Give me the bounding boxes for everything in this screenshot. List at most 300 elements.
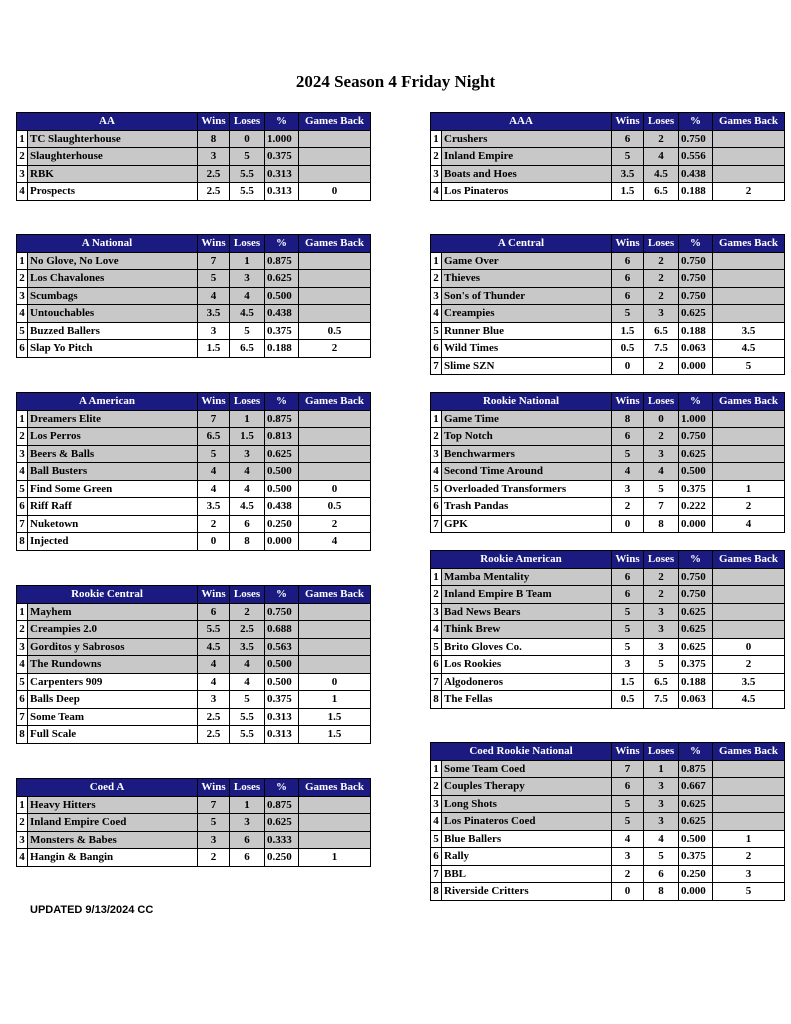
- loses-cell: 5: [644, 480, 679, 498]
- team-name: Nuketown: [28, 515, 198, 533]
- team-name: Top Notch: [442, 428, 612, 446]
- games-back-cell: 3: [713, 865, 785, 883]
- team-row: [431, 603, 785, 621]
- team-row: [17, 708, 371, 726]
- pct-cell: 0.500: [679, 463, 713, 481]
- pct-cell: 0.500: [265, 480, 299, 498]
- games-back-cell: [299, 603, 371, 621]
- team-row: [431, 270, 785, 288]
- wins-cell: 4: [612, 830, 644, 848]
- pct-cell: 0.625: [679, 305, 713, 323]
- team-name: Inland Empire Coed: [28, 814, 198, 832]
- pct-cell: 0.313: [265, 708, 299, 726]
- team-row: [17, 656, 371, 674]
- pct-cell: 0.188: [679, 183, 713, 201]
- team-name: Benchwarmers: [442, 445, 612, 463]
- division-name: AAA: [431, 113, 612, 131]
- loses-cell: 6.5: [644, 673, 679, 691]
- wins-cell: 4: [198, 287, 230, 305]
- pct-cell: 0.222: [679, 498, 713, 516]
- team-row: [431, 130, 785, 148]
- pct-cell: 0.625: [679, 621, 713, 639]
- division-name: Coed A: [17, 779, 198, 797]
- wins-cell: 2.5: [198, 726, 230, 744]
- loses-cell: 1: [230, 796, 265, 814]
- loses-cell: 3: [644, 621, 679, 639]
- wins-cell: 0.5: [612, 691, 644, 709]
- games-back-cell: [299, 305, 371, 323]
- wins-header: Wins: [612, 113, 644, 131]
- rank-cell: 4: [17, 305, 28, 323]
- team-row: [431, 656, 785, 674]
- team-name: Overloaded Transformers: [442, 480, 612, 498]
- pct-cell: 0.375: [679, 656, 713, 674]
- loses-cell: 3: [644, 778, 679, 796]
- games-back-cell: [299, 270, 371, 288]
- wins-cell: 0: [612, 357, 644, 375]
- games-back-header: Games Back: [299, 779, 371, 797]
- rank-cell: 3: [17, 287, 28, 305]
- team-row: [17, 445, 371, 463]
- wins-cell: 7: [198, 796, 230, 814]
- team-name: Hangin & Bangin: [28, 849, 198, 867]
- wins-cell: 0: [612, 515, 644, 533]
- rank-cell: 8: [17, 533, 28, 551]
- team-row: [17, 165, 371, 183]
- pct-cell: 0.063: [679, 691, 713, 709]
- pct-cell: 0.500: [265, 656, 299, 674]
- standings-aa: [16, 112, 371, 201]
- rank-cell: 6: [431, 498, 442, 516]
- wins-cell: 2.5: [198, 708, 230, 726]
- pct-cell: 0.875: [679, 760, 713, 778]
- loses-header: Loses: [230, 779, 265, 797]
- team-name: Some Team Coed: [442, 760, 612, 778]
- rank-cell: 1: [17, 603, 28, 621]
- rank-cell: 7: [431, 357, 442, 375]
- team-name: Carpenters 909: [28, 673, 198, 691]
- updated-note: UPDATED 9/13/2024 CC: [30, 904, 154, 916]
- wins-cell: 1.5: [612, 183, 644, 201]
- team-name: Prospects: [28, 183, 198, 201]
- rank-cell: 8: [431, 883, 442, 901]
- pct-cell: 0.556: [679, 148, 713, 166]
- team-name: Boats and Hoes: [442, 165, 612, 183]
- team-name: Los Pinateros: [442, 183, 612, 201]
- wins-cell: 6: [612, 778, 644, 796]
- pct-cell: 0.438: [265, 498, 299, 516]
- rank-cell: 8: [17, 726, 28, 744]
- wins-cell: 6: [612, 428, 644, 446]
- pct-cell: 0.750: [679, 428, 713, 446]
- rank-cell: 2: [431, 586, 442, 604]
- loses-cell: 0: [644, 410, 679, 428]
- team-name: Bad News Bears: [442, 603, 612, 621]
- loses-header: Loses: [644, 393, 679, 411]
- wins-cell: 7: [198, 410, 230, 428]
- loses-cell: 3: [644, 305, 679, 323]
- rank-cell: 5: [431, 322, 442, 340]
- wins-cell: 5: [198, 445, 230, 463]
- games-back-cell: 4: [299, 533, 371, 551]
- pct-cell: 0.000: [265, 533, 299, 551]
- rank-cell: 1: [17, 130, 28, 148]
- loses-cell: 3: [644, 638, 679, 656]
- rank-cell: 1: [17, 796, 28, 814]
- team-name: TC Slaughterhouse: [28, 130, 198, 148]
- wins-cell: 6: [612, 130, 644, 148]
- team-row: [431, 322, 785, 340]
- games-back-cell: 2: [713, 656, 785, 674]
- division-name: AA: [17, 113, 198, 131]
- rank-cell: 2: [17, 814, 28, 832]
- pct-cell: 0.188: [679, 322, 713, 340]
- games-back-cell: 2: [713, 183, 785, 201]
- team-name: Heavy Hitters: [28, 796, 198, 814]
- wins-cell: 3: [198, 322, 230, 340]
- team-name: Some Team: [28, 708, 198, 726]
- team-name: Injected: [28, 533, 198, 551]
- loses-cell: 1: [230, 410, 265, 428]
- loses-header: Loses: [644, 113, 679, 131]
- pct-cell: 1.000: [265, 130, 299, 148]
- team-row: [431, 568, 785, 586]
- pct-cell: 0.188: [679, 673, 713, 691]
- games-back-cell: [713, 445, 785, 463]
- loses-cell: 5: [230, 148, 265, 166]
- games-back-cell: [299, 463, 371, 481]
- rank-cell: 6: [431, 656, 442, 674]
- pct-cell: 0.563: [265, 638, 299, 656]
- loses-cell: 4: [644, 148, 679, 166]
- wins-cell: 3: [198, 831, 230, 849]
- rank-cell: 6: [17, 340, 28, 358]
- pct-cell: 0.250: [265, 849, 299, 867]
- loses-cell: 1.5: [230, 428, 265, 446]
- team-row: [431, 848, 785, 866]
- wins-cell: 6: [612, 270, 644, 288]
- games-back-cell: 0: [299, 183, 371, 201]
- games-back-cell: [713, 603, 785, 621]
- team-row: [17, 480, 371, 498]
- team-row: [17, 814, 371, 832]
- games-back-cell: 3.5: [713, 322, 785, 340]
- pct-cell: 0.313: [265, 183, 299, 201]
- rank-cell: 3: [431, 603, 442, 621]
- division-name: A Central: [431, 235, 612, 253]
- division-header-row: [17, 586, 371, 604]
- games-back-cell: [299, 621, 371, 639]
- team-row: [17, 148, 371, 166]
- games-back-cell: [299, 796, 371, 814]
- team-name: Runner Blue: [442, 322, 612, 340]
- rank-cell: 7: [431, 673, 442, 691]
- team-row: [431, 357, 785, 375]
- wins-cell: 7: [198, 252, 230, 270]
- rank-cell: 4: [431, 621, 442, 639]
- team-row: [431, 691, 785, 709]
- pct-cell: 0.500: [265, 673, 299, 691]
- wins-cell: 3: [198, 148, 230, 166]
- pct-cell: 0.375: [679, 480, 713, 498]
- team-row: [431, 760, 785, 778]
- games-back-cell: [299, 656, 371, 674]
- loses-cell: 6.5: [230, 340, 265, 358]
- loses-header: Loses: [230, 235, 265, 253]
- loses-cell: 1: [230, 252, 265, 270]
- division-header-row: [431, 551, 785, 569]
- division-header-row: [431, 113, 785, 131]
- games-back-cell: 0.5: [299, 498, 371, 516]
- rank-cell: 6: [431, 848, 442, 866]
- rank-cell: 8: [431, 691, 442, 709]
- wins-cell: 4.5: [198, 638, 230, 656]
- rank-cell: 4: [17, 849, 28, 867]
- pct-cell: 0.750: [265, 603, 299, 621]
- team-row: [17, 428, 371, 446]
- wins-cell: 4: [198, 480, 230, 498]
- loses-cell: 6.5: [644, 183, 679, 201]
- wins-cell: 5: [198, 270, 230, 288]
- pct-cell: 0.667: [679, 778, 713, 796]
- team-name: Dreamers Elite: [28, 410, 198, 428]
- rank-cell: 4: [431, 305, 442, 323]
- pct-header: %: [679, 113, 713, 131]
- games-back-cell: 1: [713, 480, 785, 498]
- wins-cell: 3.5: [198, 498, 230, 516]
- games-back-cell: [713, 165, 785, 183]
- games-back-cell: 1: [299, 849, 371, 867]
- team-name: Monsters & Babes: [28, 831, 198, 849]
- wins-cell: 5.5: [198, 621, 230, 639]
- pct-cell: 0.625: [679, 603, 713, 621]
- loses-header: Loses: [230, 393, 265, 411]
- games-back-cell: [299, 148, 371, 166]
- pct-cell: 0.188: [265, 340, 299, 358]
- wins-cell: 2: [198, 515, 230, 533]
- wins-cell: 2.5: [198, 165, 230, 183]
- games-back-cell: [299, 638, 371, 656]
- team-name: Beers & Balls: [28, 445, 198, 463]
- pct-cell: 0.625: [265, 814, 299, 832]
- pct-cell: 0.375: [679, 848, 713, 866]
- rank-cell: 5: [17, 322, 28, 340]
- pct-cell: 0.625: [679, 445, 713, 463]
- games-back-cell: 2: [299, 340, 371, 358]
- team-row: [17, 603, 371, 621]
- team-name: Mayhem: [28, 603, 198, 621]
- team-row: [17, 270, 371, 288]
- rank-cell: 3: [431, 287, 442, 305]
- team-row: [431, 638, 785, 656]
- team-row: [431, 148, 785, 166]
- pct-cell: 0.750: [679, 270, 713, 288]
- team-row: [17, 287, 371, 305]
- games-back-cell: [299, 165, 371, 183]
- loses-cell: 8: [230, 533, 265, 551]
- pct-cell: 0.000: [679, 357, 713, 375]
- loses-cell: 7.5: [644, 691, 679, 709]
- games-back-cell: [713, 428, 785, 446]
- loses-header: Loses: [230, 586, 265, 604]
- wins-cell: 6: [612, 252, 644, 270]
- games-back-header: Games Back: [299, 235, 371, 253]
- games-back-header: Games Back: [713, 393, 785, 411]
- team-row: [17, 831, 371, 849]
- team-row: [431, 586, 785, 604]
- team-name: Los Pinateros Coed: [442, 813, 612, 831]
- division-name: Rookie Central: [17, 586, 198, 604]
- loses-cell: 6: [644, 865, 679, 883]
- team-name: RBK: [28, 165, 198, 183]
- wins-cell: 6: [612, 586, 644, 604]
- loses-cell: 5.5: [230, 708, 265, 726]
- team-name: Blue Ballers: [442, 830, 612, 848]
- pct-header: %: [679, 235, 713, 253]
- rank-cell: 2: [431, 778, 442, 796]
- team-row: [17, 498, 371, 516]
- games-back-cell: 0: [299, 480, 371, 498]
- page-title: 2024 Season 4 Friday Night: [295, 72, 496, 91]
- division-header-row: [17, 235, 371, 253]
- games-back-cell: [299, 410, 371, 428]
- loses-cell: 4: [644, 830, 679, 848]
- rank-cell: 3: [17, 831, 28, 849]
- pct-cell: 0.750: [679, 252, 713, 270]
- team-row: [431, 795, 785, 813]
- loses-cell: 2: [644, 428, 679, 446]
- loses-cell: 3: [230, 270, 265, 288]
- games-back-cell: 1.5: [299, 726, 371, 744]
- games-back-cell: [713, 621, 785, 639]
- wins-cell: 1.5: [612, 322, 644, 340]
- rank-cell: 4: [431, 463, 442, 481]
- rank-cell: 1: [17, 252, 28, 270]
- loses-cell: 4.5: [230, 498, 265, 516]
- team-name: Riff Raff: [28, 498, 198, 516]
- wins-cell: 3: [612, 848, 644, 866]
- pct-cell: 0.438: [265, 305, 299, 323]
- rank-cell: 7: [17, 515, 28, 533]
- loses-cell: 4: [230, 480, 265, 498]
- games-back-cell: [299, 252, 371, 270]
- wins-cell: 1.5: [612, 673, 644, 691]
- loses-cell: 3: [644, 445, 679, 463]
- games-back-cell: 2: [299, 515, 371, 533]
- wins-cell: 6: [198, 603, 230, 621]
- division-name: A American: [17, 393, 198, 411]
- games-back-cell: 1.5: [299, 708, 371, 726]
- team-row: [17, 638, 371, 656]
- team-row: [17, 252, 371, 270]
- wins-cell: 8: [198, 130, 230, 148]
- wins-cell: 5: [612, 148, 644, 166]
- rank-cell: 2: [431, 428, 442, 446]
- division-header-row: [17, 779, 371, 797]
- rank-cell: 3: [431, 445, 442, 463]
- wins-cell: 5: [612, 638, 644, 656]
- games-back-cell: 1: [299, 691, 371, 709]
- pct-cell: 0.875: [265, 410, 299, 428]
- games-back-cell: [713, 305, 785, 323]
- rank-cell: 7: [431, 865, 442, 883]
- wins-header: Wins: [198, 779, 230, 797]
- games-back-header: Games Back: [299, 393, 371, 411]
- team-name: BBL: [442, 865, 612, 883]
- games-back-cell: [713, 130, 785, 148]
- pct-cell: 0.063: [679, 340, 713, 358]
- wins-cell: 2.5: [198, 183, 230, 201]
- team-name: Buzzed Ballers: [28, 322, 198, 340]
- team-row: [431, 183, 785, 201]
- pct-cell: 0.813: [265, 428, 299, 446]
- pct-cell: 0.438: [679, 165, 713, 183]
- games-back-cell: 4.5: [713, 691, 785, 709]
- rank-cell: 5: [17, 480, 28, 498]
- games-back-cell: 2: [713, 498, 785, 516]
- rank-cell: 6: [431, 340, 442, 358]
- team-name: The Rundowns: [28, 656, 198, 674]
- games-back-cell: [299, 445, 371, 463]
- team-name: Brito Gloves Co.: [442, 638, 612, 656]
- games-back-header: Games Back: [713, 113, 785, 131]
- pct-cell: 0.313: [265, 726, 299, 744]
- team-name: Wild Times: [442, 340, 612, 358]
- pct-header: %: [679, 393, 713, 411]
- wins-cell: 1.5: [198, 340, 230, 358]
- team-row: [17, 305, 371, 323]
- loses-cell: 8: [644, 883, 679, 901]
- pct-cell: 0.500: [265, 287, 299, 305]
- pct-cell: 0.750: [679, 568, 713, 586]
- wins-cell: 2: [198, 849, 230, 867]
- team-row: [431, 480, 785, 498]
- rank-cell: 1: [17, 410, 28, 428]
- team-name: Untouchables: [28, 305, 198, 323]
- wins-cell: 7: [612, 760, 644, 778]
- standings-rookie-american: [430, 550, 785, 709]
- games-back-cell: 1: [713, 830, 785, 848]
- team-row: [431, 813, 785, 831]
- wins-cell: 5: [612, 305, 644, 323]
- team-row: [17, 130, 371, 148]
- team-name: Long Shots: [442, 795, 612, 813]
- team-name: Los Rookies: [442, 656, 612, 674]
- standings-a-central: [430, 234, 785, 375]
- wins-cell: 5: [612, 795, 644, 813]
- games-back-cell: [713, 410, 785, 428]
- loses-cell: 5: [644, 656, 679, 674]
- rank-cell: 1: [431, 760, 442, 778]
- games-back-cell: 4.5: [713, 340, 785, 358]
- rank-cell: 7: [17, 708, 28, 726]
- team-name: Second Time Around: [442, 463, 612, 481]
- team-row: [17, 726, 371, 744]
- team-row: [431, 252, 785, 270]
- team-name: Crushers: [442, 130, 612, 148]
- loses-cell: 2: [644, 568, 679, 586]
- team-row: [431, 165, 785, 183]
- pct-cell: 0.250: [679, 865, 713, 883]
- team-name: GPK: [442, 515, 612, 533]
- team-row: [17, 340, 371, 358]
- loses-cell: 4: [230, 463, 265, 481]
- games-back-header: Games Back: [713, 743, 785, 761]
- team-name: Inland Empire: [442, 148, 612, 166]
- pct-cell: 0.375: [265, 691, 299, 709]
- wins-header: Wins: [198, 393, 230, 411]
- loses-header: Loses: [230, 113, 265, 131]
